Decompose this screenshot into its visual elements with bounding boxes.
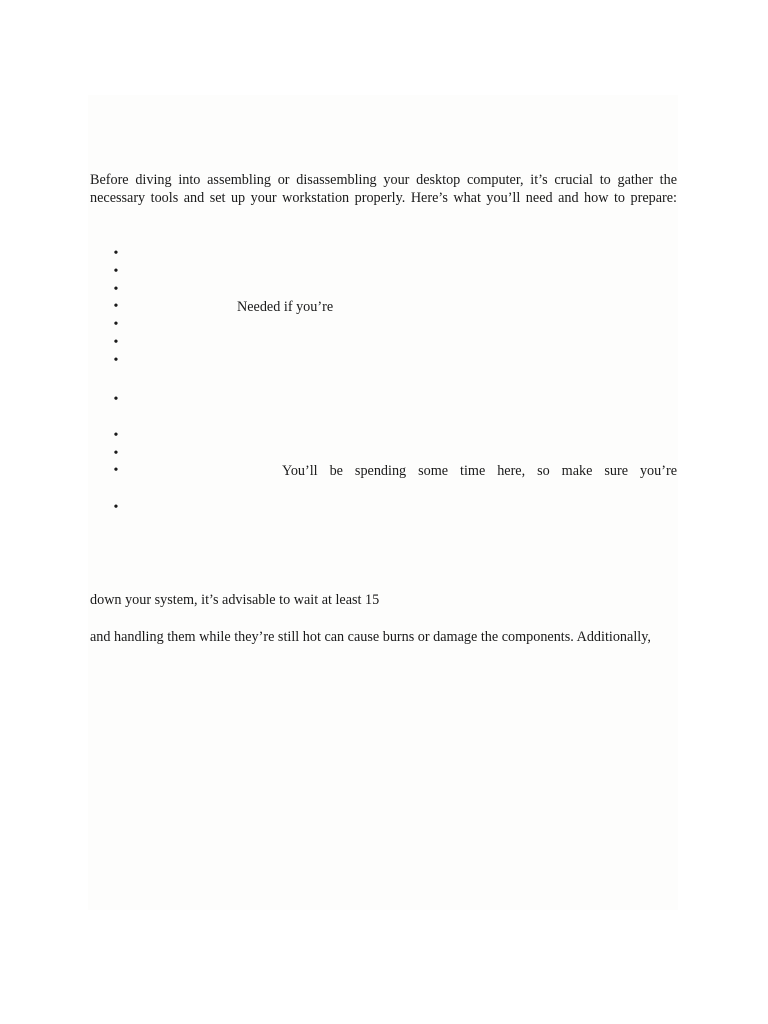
bullet-marker: • (113, 392, 119, 407)
intro-paragraph (90, 171, 677, 207)
bullet-item-7 (112, 352, 120, 370)
paragraph-1: down your system, it’s advisable to wait at least 15 (90, 592, 380, 608)
bullet-marker: • (113, 317, 119, 332)
bullet-item-9 (112, 427, 120, 445)
bullet-marker: • (113, 335, 119, 350)
bullet-marker: • (113, 299, 119, 314)
intro-line-1: Before diving into assembling or disassembling your desktop computer, it’s crucial to gather the (90, 172, 677, 188)
bullet-item-4-text: Needed if you’re (237, 299, 334, 315)
bullet-item-10 (112, 445, 120, 463)
bullet-item-1 (112, 245, 120, 263)
bullet-item-12 (112, 499, 120, 517)
bullet-marker: • (113, 428, 119, 443)
bullet-marker: • (113, 353, 119, 368)
bullet-item-11 (112, 462, 120, 480)
bullet-marker: • (113, 246, 119, 261)
paragraph-2: and handling them while they’re still hot can cause burns or damage the components. Additionally, (90, 629, 651, 645)
bullet-item-2 (112, 263, 120, 281)
bullet-marker: • (113, 282, 119, 297)
bullet-marker: • (113, 500, 119, 515)
bullet-marker: • (113, 463, 119, 478)
bullet-item-8 (112, 391, 120, 409)
intro-line-2: necessary tools and set up your workstation properly. Here’s what you’ll need and how to prepare: (90, 190, 677, 206)
bullet-item-11-text: You’ll be spending some time here, so make sure you’re (282, 463, 677, 479)
bullet-item-4 (112, 298, 120, 316)
bullet-item-3 (112, 281, 120, 299)
content-area (88, 95, 678, 910)
bullet-marker: • (113, 446, 119, 461)
bullet-marker: • (113, 264, 119, 279)
bullet-item-6 (112, 334, 120, 352)
bullet-item-5 (112, 316, 120, 334)
